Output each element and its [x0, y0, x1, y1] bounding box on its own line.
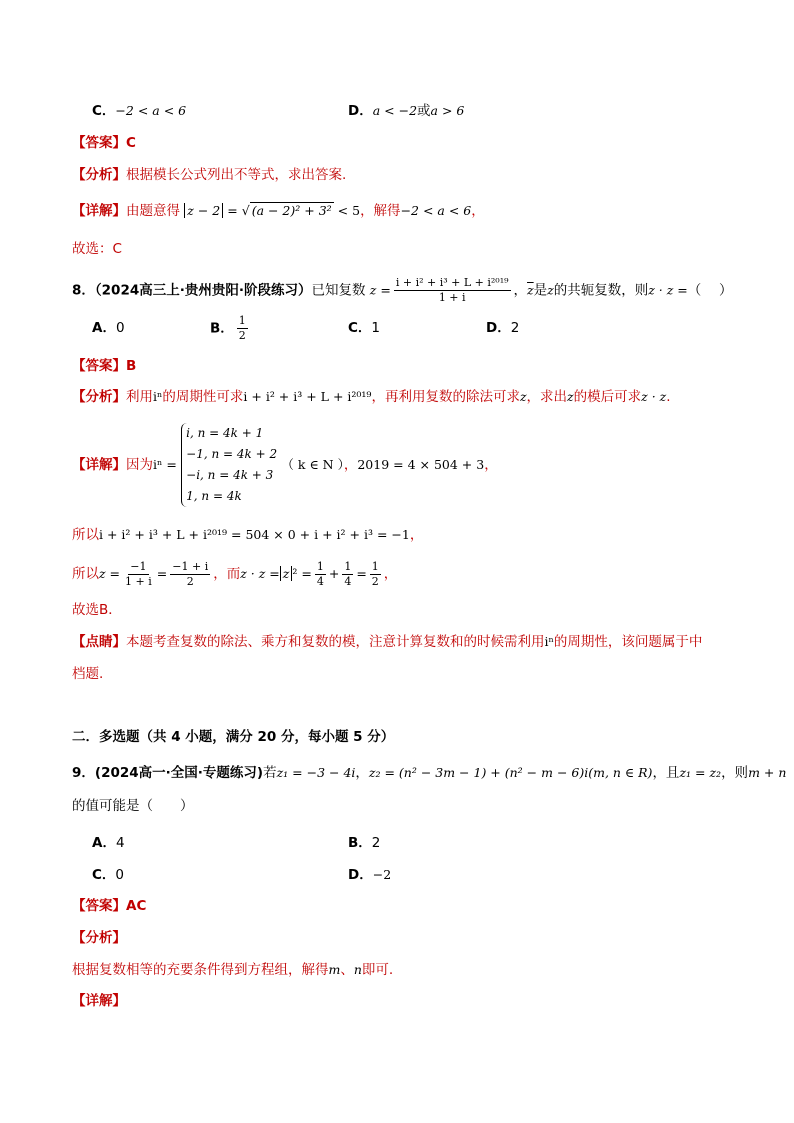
fraction	[123, 560, 154, 589]
analysis-math: i + i² + i³ + L + i²⁰¹⁹	[243, 389, 372, 404]
option-letter: C．	[92, 867, 116, 883]
fraction	[342, 560, 353, 589]
stem-math: z₁ = −3 − 4i	[276, 765, 356, 780]
q7-option-c	[92, 102, 186, 120]
detail-text: ，	[484, 457, 498, 473]
piecewise-cases	[181, 423, 277, 507]
option-value: 0	[115, 320, 125, 336]
detail-label: 【详解】	[72, 993, 126, 1009]
so-text: ，而	[213, 566, 241, 582]
option-value: 0	[115, 867, 125, 883]
q9-answer	[72, 897, 146, 915]
fraction-numerator: −1	[130, 559, 147, 573]
q7-detail: 【详解】由题意得 z − 2 = √ (a − 2)² + 3² < 5，解得−2 < a < 6，	[72, 203, 485, 219]
fraction	[170, 560, 210, 589]
abs-expr: z	[280, 566, 293, 581]
case-row: i, n = 4k + 1	[186, 426, 264, 440]
answer-value: AC	[126, 898, 147, 914]
option-fraction	[237, 314, 248, 343]
question-source: （2024高三上·贵州贵阳·阶段练习）	[94, 282, 312, 299]
fraction	[315, 560, 326, 589]
q9-option-b	[348, 834, 380, 852]
option-letter: D．	[348, 867, 373, 883]
answer-label: 【答案】	[72, 358, 126, 374]
q7-choose	[72, 240, 122, 258]
stem-fraction	[394, 276, 511, 305]
analysis-math: z	[567, 389, 574, 404]
fraction-numerator: 1	[344, 559, 352, 573]
comment-math: iⁿ	[544, 634, 554, 649]
fraction-denominator: 4	[344, 574, 352, 588]
so-math: z =	[99, 566, 121, 581]
option-value: 2	[371, 835, 381, 851]
case-row: 1, n = 4k	[186, 489, 242, 503]
analysis-text: 根据模长公式列出不等式，求出答案.	[126, 167, 347, 183]
q8-option-a	[92, 319, 125, 337]
inequality: < 5	[337, 203, 361, 218]
analysis-text: ，求出	[526, 389, 568, 405]
detail-math: iⁿ =	[153, 457, 177, 472]
so-text: ，	[383, 566, 398, 582]
q9-option-a	[92, 834, 125, 852]
detail-condition: （ k ∈ N ）	[281, 457, 344, 472]
question-number: 9．	[72, 765, 95, 781]
stem-text: 若	[263, 765, 277, 781]
fraction-denominator: 1 + i	[125, 574, 152, 588]
q9-analysis	[72, 961, 393, 979]
analysis-text: 根据复数相等的充要条件得到方程组，解得	[72, 962, 329, 978]
option-value: 1	[371, 320, 381, 336]
option-letter: D．	[486, 320, 511, 336]
option-math: a > 6	[430, 103, 465, 118]
answer-value: B	[126, 358, 137, 374]
option-math: −2 < a < 6	[115, 103, 187, 118]
option-value: 2	[510, 320, 520, 336]
option-value: −2	[372, 867, 392, 882]
stem-text: 是	[533, 282, 548, 299]
q8-so1	[72, 526, 423, 544]
case-row: −1, n = 4k + 2	[186, 447, 278, 461]
stem-text: 的值可能是（ ）	[72, 798, 194, 814]
q9-stem	[72, 764, 786, 782]
equals: =	[227, 203, 238, 218]
q8-comment-cont	[72, 665, 103, 683]
q8-so2	[72, 558, 397, 590]
stem-math: (m, n ∈ R)	[588, 765, 653, 780]
q8-detail	[72, 420, 498, 510]
analysis-math: iⁿ	[153, 389, 163, 404]
q7-option-d	[348, 102, 464, 120]
equals: =	[356, 566, 367, 581]
stem-text: ，	[513, 282, 528, 299]
case-row: −i, n = 4k + 3	[186, 468, 274, 482]
fraction-denominator: 1 + i	[438, 291, 466, 304]
plus: +	[328, 566, 340, 581]
question-source: (2024高一·全国·专题练习)	[94, 765, 264, 781]
stem-math: z₂ = (n² − 3m − 1) + (n² − m − 6)i	[368, 765, 589, 780]
so-text: 所以	[72, 527, 99, 543]
q8-choose	[72, 601, 122, 619]
equals: =	[156, 566, 168, 581]
q8-comment	[72, 633, 702, 651]
stem-text: 已知复数	[311, 282, 366, 299]
option-letter: C．	[348, 320, 372, 336]
so-math: ² =	[292, 566, 312, 581]
option-or: 或	[417, 103, 431, 119]
sqrt-expr: (a − 2)² + 3²	[251, 203, 332, 218]
analysis-label: 【分析】	[72, 389, 126, 405]
abs-expr: z − 2	[184, 203, 223, 218]
q9-option-c	[92, 866, 124, 884]
fraction-numerator: 1	[316, 559, 324, 573]
question-number: 8．	[72, 282, 95, 299]
detail-text: 由题意得	[126, 203, 180, 219]
answer-paren: （ ）	[687, 282, 733, 299]
option-letter: B．	[348, 835, 372, 851]
analysis-label: 【分析】	[72, 930, 126, 946]
q8-stem	[72, 276, 733, 305]
q7-answer	[72, 134, 136, 152]
fraction-numerator: 1	[238, 314, 246, 327]
fraction-denominator: 2	[371, 574, 379, 588]
fraction-denominator: 2	[186, 574, 194, 588]
answer-value: C	[126, 135, 136, 151]
so-text: 所以	[72, 566, 99, 582]
analysis-math: n	[353, 962, 362, 977]
analysis-math: z · z	[641, 389, 667, 404]
stem-math: z₁ = z₂	[679, 765, 722, 780]
analysis-text: .	[666, 389, 671, 405]
stem-text: ，则	[721, 765, 749, 781]
z-eq: z =	[369, 282, 391, 298]
option-letter: B．	[210, 320, 234, 337]
section-title: 二．多选题（共 4 小题，满分 20 分，每小题 5 分）	[72, 729, 395, 745]
so-math: z · z =	[240, 566, 280, 581]
analysis-text: 的模后可求	[573, 389, 642, 405]
analysis-text: 的周期性可求	[162, 389, 244, 405]
option-value: 4	[115, 835, 125, 851]
analysis-math: z	[519, 389, 527, 404]
option-letter: A．	[92, 320, 116, 336]
fraction-numerator: i + i² + i³ + L + i²⁰¹⁹	[395, 276, 509, 289]
fraction-denominator: 4	[316, 574, 324, 588]
stem-math: m + n	[748, 765, 787, 780]
so-math: i + i² + i³ + L + i²⁰¹⁹ = 504 × 0 + i + i² + i³ = −1	[99, 527, 410, 542]
stem-expr: z · z =	[648, 282, 688, 298]
detail-end: ，	[471, 203, 485, 219]
q9-stem-cont	[72, 797, 194, 815]
analysis-text: 利用	[126, 389, 153, 405]
detail-result: −2 < a < 6	[400, 203, 472, 218]
fraction-denominator: 2	[238, 329, 246, 342]
q9-option-d	[348, 866, 391, 884]
analysis-math: m	[328, 962, 341, 977]
comment-text: 本题考查复数的除法、乘方和复数的模，注意计算复数和的时候需利用	[126, 634, 545, 650]
option-math: a < −2	[372, 103, 418, 118]
detail-text: 因为	[126, 457, 153, 473]
q7-analysis	[72, 166, 346, 184]
detail-label: 【详解】	[72, 203, 126, 219]
analysis-text: 、	[340, 962, 354, 978]
analysis-label: 【分析】	[72, 167, 126, 183]
z-var: z	[547, 282, 554, 298]
answer-label: 【答案】	[72, 898, 126, 914]
z-bar: $\overline{z}$	[527, 282, 534, 298]
q8-option-d	[486, 319, 519, 337]
comment-text: 的周期性，该问题属于中	[553, 634, 703, 650]
stem-text: 的共轭复数，则	[553, 282, 649, 299]
so-text: ，	[409, 527, 424, 543]
q8-analysis	[72, 388, 671, 406]
option-letter: C．	[92, 103, 116, 119]
stem-text: ，且	[652, 765, 680, 781]
q9-detail-label	[72, 992, 126, 1010]
comment-text: 档题.	[72, 666, 104, 682]
choose-text: 故选：C	[72, 241, 122, 257]
q8-answer	[72, 357, 136, 375]
stem-text: ，	[355, 765, 369, 781]
detail-text: ，解得	[360, 203, 401, 219]
detail-label: 【详解】	[72, 457, 126, 473]
choose-text: 故选B．	[72, 602, 122, 618]
detail-math: 2019 = 4 × 504 + 3	[357, 457, 485, 472]
option-letter: D．	[348, 103, 373, 119]
fraction	[370, 560, 381, 589]
comment-label: 【点睛】	[72, 634, 126, 650]
fraction-numerator: −1 + i	[172, 559, 209, 573]
fraction-numerator: 1	[371, 559, 379, 573]
answer-label: 【答案】	[72, 135, 126, 151]
q9-analysis-label	[72, 929, 126, 947]
analysis-text: ，再利用复数的除法可求	[371, 389, 520, 405]
q8-option-c	[348, 319, 380, 337]
analysis-text: 即可.	[361, 962, 394, 978]
q8-option-b	[210, 314, 251, 343]
detail-text: ，	[343, 457, 358, 473]
option-letter: A．	[92, 835, 116, 851]
